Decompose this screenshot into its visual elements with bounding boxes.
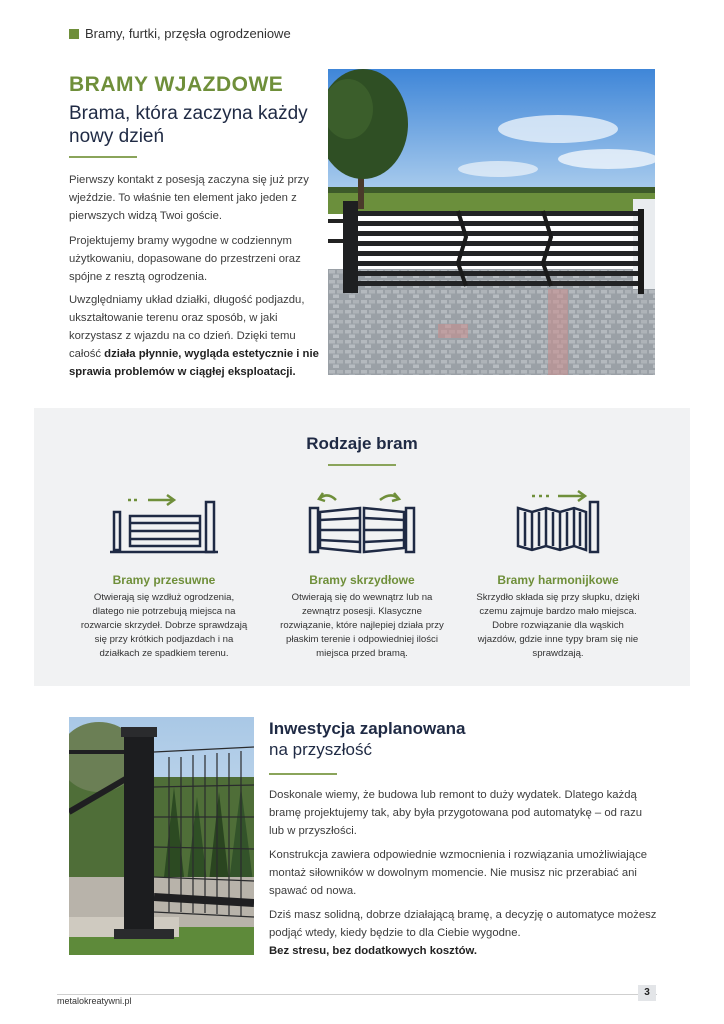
title-divider (69, 156, 137, 158)
type-description: Otwierają się do wewnątrz lub na zewnątrz posesji. Klasyczne rozwiązanie, które najlepiej działa przy płaskim terenie i odpowiedniej ilości miejsca przed bramą. (280, 592, 444, 659)
footer-divider (57, 994, 657, 995)
type-name: Bramy przesuwne (112, 573, 216, 587)
swing-gate-icon (306, 488, 418, 561)
breadcrumb-label: Bramy, furtki, przęsła ogrodzeniowe (85, 26, 291, 41)
paragraph: Pierwszy kontakt z posesją zaczyna się już przy wjeździe. To właśnie ten element jako jeden z pierwszych widzą Twoi goście. (69, 174, 309, 222)
gate-types-title: Rodzaje bram (306, 434, 418, 453)
types-divider (328, 464, 396, 466)
section-subtitle: Brama, która zaczyna każdy nowy dzień (69, 103, 308, 147)
sliding-gate-icon (108, 490, 220, 561)
folding-gate-icon (514, 488, 604, 561)
paragraph-text: Uwzględniamy układ działki, długość podjazdu, ukształtowanie terenu oraz sposób, w jaki korzystasz z wjazdu na co dzień. Dzięki temu całość (69, 294, 305, 360)
investment-divider (269, 773, 337, 775)
investment-title: Inwestycja zaplanowana (269, 719, 466, 738)
type-item-folding (473, 573, 643, 661)
investment-subtitle: na przyszłość (269, 740, 372, 759)
type-name: Bramy harmonijkowe (497, 573, 619, 587)
gate-post-photo (69, 717, 254, 955)
type-item-sliding (79, 573, 249, 661)
type-name: Bramy skrzydłowe (309, 573, 415, 587)
paragraph (69, 291, 319, 381)
paragraph: Projektujemy bramy wygodne w codziennym użytkowaniu, dopasowane do przestrzeni oraz spójne z resztą ogrodzenia. (69, 235, 301, 283)
paragraph: Doskonale wiemy, że budowa lub remont to duży wydatek. Dlatego każdą bramę projektujemy tak, aby była przygotowana pod automatykę – od razu lub w przyszłości. (269, 789, 643, 837)
green-square-icon (69, 29, 79, 39)
gate-post-photo-illustration (69, 717, 254, 955)
paragraph-text: Dziś masz solidną, dobrze działającą bramę, a decyzję o automatyce możesz podjąć wtedy, kiedy będzie to dla Ciebie wygodne. (269, 909, 657, 939)
paragraph: Konstrukcja zawiera odpowiednie wzmocnienia i rozwiązania umożliwiające montaż siłowników w dowolnym momencie. Nie musisz nic przerabiać ani spawać od nowa. (269, 849, 647, 897)
type-item-swing (277, 573, 447, 661)
type-description: Otwierają się wzdłuż ogrodzenia, dlatego nie potrzebują miejsca na rozwarcie skrzydeł. Dobrze sprawdzają się przy krótkich podjazdach i na działkach ze spadkiem terenu. (80, 592, 248, 659)
gate-photo (328, 69, 655, 375)
page-number: 3 (638, 985, 656, 1001)
paragraph-bold: Bez stresu, bez dodatkowych kosztów. (269, 945, 477, 957)
paragraph-bold: działa płynnie, wygląda estetycznie i nie sprawia problemów w ciągłej eksploatacji. (69, 348, 319, 378)
type-description: Skrzydło składa się przy słupku, dzięki czemu zajmuje bardzo mało miejsca. Dobre rozwiązanie dla wąskich wjazdów, gdzie inne typy bram się nie sprawdzają. (476, 592, 640, 659)
footer-website: metalokreatywni.pl (57, 996, 132, 1006)
paragraph (269, 906, 659, 960)
sliding-gate-photo-illustration (328, 69, 655, 375)
section-title: BRAMY WJAZDOWE (69, 73, 284, 96)
breadcrumb (69, 26, 291, 41)
